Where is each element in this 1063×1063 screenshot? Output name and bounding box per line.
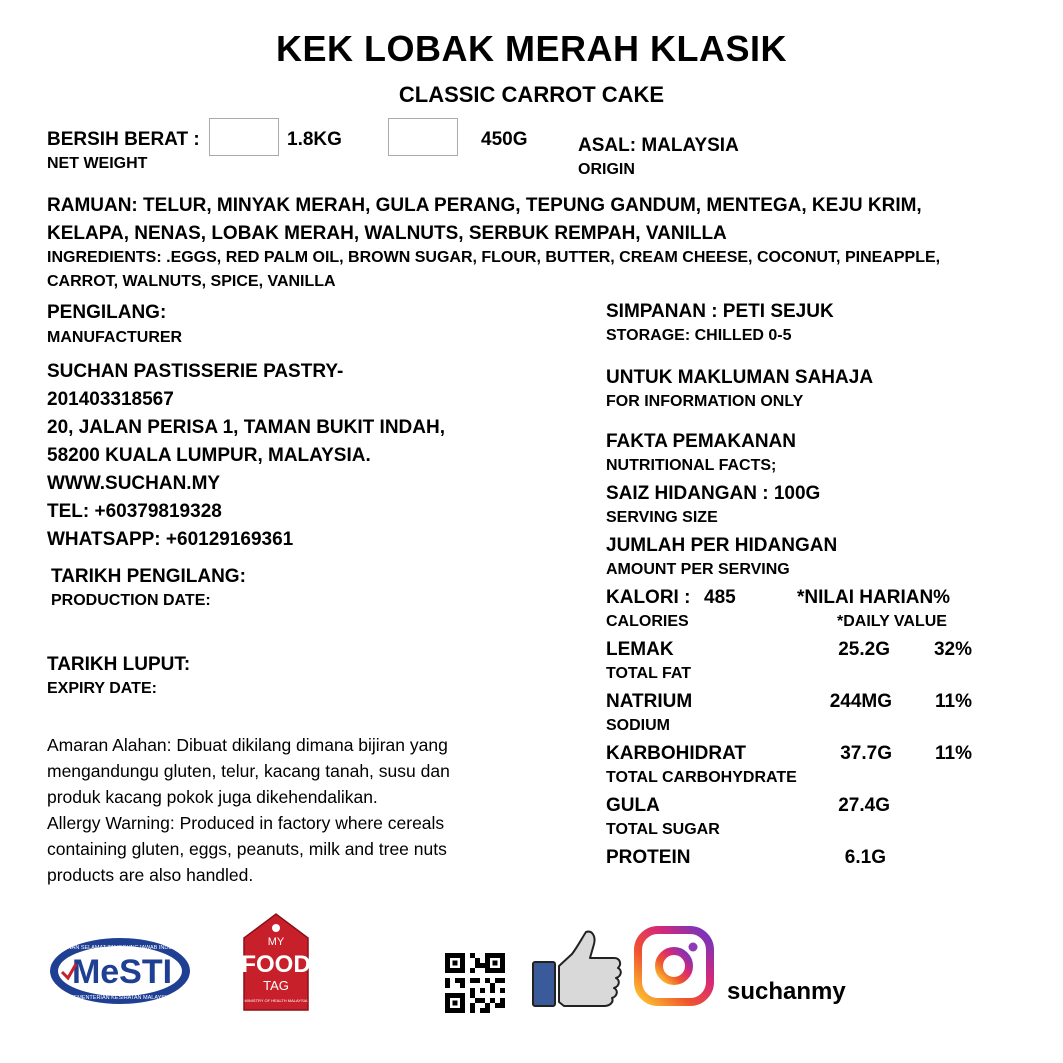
storage-label: SIMPANAN : PETI SEJUK — [606, 301, 834, 322]
manufacturer-label: PENGILANG: — [47, 302, 167, 323]
nutrient-name: LEMAK — [606, 639, 674, 660]
calories-label: KALORI : — [606, 587, 691, 608]
production-date-label-en: PRODUCTION DATE: — [51, 592, 211, 609]
address-line: 58200 KUALA LUMPUR, MALAYSIA. — [47, 445, 371, 466]
nutrient-amount: 27.4G — [838, 795, 890, 816]
nutrient-name-en: TOTAL SUGAR — [606, 821, 720, 838]
serving-size-label-en: SERVING SIZE — [606, 509, 718, 526]
weight-checkbox-1[interactable] — [209, 118, 279, 156]
origin-label: ASAL: MALAYSIA — [578, 135, 739, 156]
whatsapp-number: WHATSAPP: +60129169361 — [47, 529, 294, 550]
allergy-line: Allergy Warning: Produced in factory where cereals — [47, 813, 445, 833]
nutrient-name-en: TOTAL CARBOHYDRATE — [606, 769, 797, 786]
net-weight-label: BERSIH BERAT : — [47, 129, 200, 150]
allergy-line: produk kacang pokok juga dikehendalikan. — [47, 787, 378, 807]
daily-value-label-en: *DAILY VALUE — [837, 613, 947, 630]
ingredients-en-line-1: INGREDIENTS: .EGGS, RED PALM OIL, BROWN SUGAR, FLOUR, BUTTER, CREAM CHEESE, COCONUT, PINEAPPLE, — [47, 249, 941, 266]
website-link[interactable]: WWW.SUCHAN.MY — [47, 473, 221, 494]
nutrient-name-en: TOTAL FAT — [606, 665, 692, 682]
nutrient-name: KARBOHIDRAT — [606, 743, 747, 764]
product-subtitle: CLASSIC CARROT CAKE — [398, 82, 665, 107]
address-line: 20, JALAN PERISA 1, TAMAN BUKIT INDAH, — [47, 417, 445, 438]
instagram-handle[interactable]: suchanmy — [727, 978, 846, 1005]
nutrient-name: PROTEIN — [606, 847, 691, 868]
myfoodtag-food: FOOD — [241, 951, 311, 978]
calories-label-en: CALORIES — [606, 613, 689, 630]
info-only-label: UNTUK MAKLUMAN SAHAJA — [606, 367, 874, 388]
daily-value-label: *NILAI HARIAN% — [797, 587, 951, 608]
nutrient-amount: 6.1G — [844, 847, 886, 868]
nutrient-amount: 244MG — [829, 691, 892, 712]
net-weight-label-en: NET WEIGHT — [47, 155, 148, 172]
myfoodtag-logo — [240, 912, 312, 1014]
ingredients-line-2: KELAPA, NENAS, LOBAK MERAH, WALNUTS, SERBUK REMPAH, VANILLA — [47, 223, 727, 244]
mesti-top-text: JAMINAN SELAMAT TANGGUNGJAWAB INDUSTRI — [55, 945, 185, 951]
nutrient-name: NATRIUM — [606, 691, 693, 712]
expiry-date-label: TARIKH LUPUT: — [47, 654, 191, 675]
weight-option-2: 450G — [481, 129, 528, 150]
nutrient-daily-value: 11% — [935, 691, 972, 712]
nutrient-name: GULA — [606, 795, 660, 816]
myfoodtag-sub: MINISTRY OF HEALTH MALAYSIA — [244, 998, 308, 1003]
info-only-label-en: FOR INFORMATION ONLY — [606, 393, 804, 410]
address-line: 201403318567 — [47, 389, 174, 410]
storage-label-en: STORAGE: CHILLED 0-5 — [606, 327, 792, 344]
ingredients-line-1: RAMUAN: TELUR, MINYAK MERAH, GULA PERANG, TEPUNG GANDUM, MENTEGA, KEJU KRIM, — [47, 195, 922, 216]
nutrient-amount: 25.2G — [838, 639, 890, 660]
amount-per-serving-label: JUMLAH PER HIDANGAN — [606, 535, 838, 556]
production-date-label: TARIKH PENGILANG: — [51, 566, 246, 587]
expiry-date-label-en: EXPIRY DATE: — [47, 680, 157, 697]
serving-size-label: SAIZ HIDANGAN : 100G — [606, 483, 821, 504]
myfoodtag-tag: TAG — [263, 978, 289, 993]
nutrient-amount: 37.7G — [840, 743, 892, 764]
nutrient-name-en: SODIUM — [606, 717, 670, 734]
allergy-warning — [47, 732, 517, 888]
mesti-wordmark: MeSTI — [71, 953, 173, 991]
weight-option-1: 1.8KG — [287, 129, 342, 150]
weight-checkbox-2[interactable] — [388, 118, 458, 156]
instagram-icon[interactable] — [634, 926, 714, 1006]
allergy-line: Amaran Alahan: Dibuat dikilang dimana bijiran yang — [47, 735, 448, 755]
calories-value: 485 — [704, 587, 736, 608]
mesti-logo — [48, 936, 192, 1006]
address-line: SUCHAN PASTISSERIE PASTRY- — [47, 361, 344, 382]
nutrient-daily-value: 11% — [935, 743, 972, 764]
manufacturer-address — [47, 358, 445, 554]
allergy-line: containing gluten, eggs, peanuts, milk and tree nuts — [47, 839, 447, 859]
nutrition-label-en: NUTRITIONAL FACTS; — [606, 457, 777, 474]
myfoodtag-my: MY — [267, 936, 285, 948]
amount-per-serving-label-en: AMOUNT PER SERVING — [606, 561, 790, 578]
mesti-bottom-text: KEMENTERIAN KESIHATAN MALAYSIA — [69, 995, 171, 1001]
thumbs-up-icon[interactable] — [530, 930, 622, 1010]
nutrition-label: FAKTA PEMAKANAN — [606, 431, 796, 452]
origin-label-en: ORIGIN — [578, 161, 635, 178]
qr-code-icon[interactable] — [445, 953, 505, 1013]
phone-number: TEL: +60379819328 — [47, 501, 222, 522]
nutrient-daily-value: 32% — [933, 639, 972, 660]
manufacturer-label-en: MANUFACTURER — [47, 329, 183, 346]
allergy-line: products are also handled. — [47, 865, 254, 885]
allergy-line: mengandungu gluten, telur, kacang tanah, susu dan — [47, 761, 450, 781]
ingredients-en-line-2: CARROT, WALNUTS, SPICE, VANILLA — [47, 273, 336, 290]
product-title: KEK LOBAK MERAH KLASIK — [276, 28, 787, 69]
